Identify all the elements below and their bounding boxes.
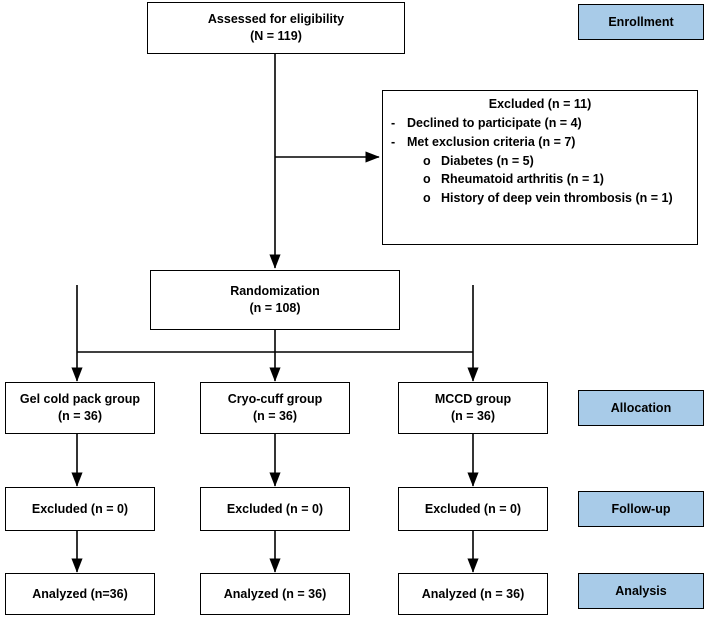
excluded-item-1 bbox=[391, 114, 689, 133]
excluded-panel-title: Excluded (n = 11) bbox=[488, 97, 592, 111]
analyzed1-line1: Analyzed (n=36) bbox=[32, 586, 128, 601]
excluded-item-4-text: Rheumatoid arthritis (n = 1) bbox=[441, 172, 604, 187]
box-analyzed-group2 bbox=[200, 573, 350, 615]
excluded-item-1-text: Declined to participate (n = 4) bbox=[407, 116, 582, 130]
stage-label-enrollment bbox=[578, 4, 704, 40]
stage-enrollment-text: Enrollment bbox=[608, 15, 674, 29]
excluded-item-2 bbox=[391, 133, 689, 152]
randomization-line2: (n = 108) bbox=[249, 301, 301, 315]
excluded3-line1: Excluded (n = 0) bbox=[424, 501, 522, 516]
stage-followup-text: Follow-up bbox=[611, 502, 671, 516]
stage-label-analysis bbox=[578, 573, 704, 609]
box-group-cryo-cuff bbox=[200, 382, 350, 434]
box-analyzed-group1 bbox=[5, 573, 155, 615]
box-analyzed-group3 bbox=[398, 573, 548, 615]
excluded-item-5-bullet: o bbox=[423, 191, 431, 205]
assessed-line2: (N = 119) bbox=[250, 29, 302, 43]
analyzed3-line1: Analyzed (n = 36) bbox=[421, 586, 525, 601]
excluded-item-4-bullet: o bbox=[423, 172, 431, 187]
group2-line2: (n = 36) bbox=[252, 409, 298, 423]
stage-label-followup bbox=[578, 491, 704, 527]
excluded-item-3 bbox=[391, 152, 689, 171]
stage-analysis-text: Analysis bbox=[615, 584, 667, 598]
box-assessed-for-eligibility bbox=[147, 2, 405, 54]
box-followup-excluded-group2 bbox=[200, 487, 350, 531]
group1-line2: (n = 36) bbox=[57, 409, 103, 423]
excluded-item-5 bbox=[391, 189, 689, 208]
group3-line2: (n = 36) bbox=[450, 409, 496, 423]
excluded-item-2-bullet: - bbox=[391, 134, 396, 149]
group1-line1: Gel cold pack group bbox=[19, 392, 141, 407]
randomization-line1: Randomization bbox=[230, 284, 320, 299]
excluded-item-1-bullet: - bbox=[391, 116, 396, 130]
analyzed2-line1: Analyzed (n = 36) bbox=[223, 586, 327, 601]
box-excluded-details bbox=[382, 90, 698, 245]
excluded2-line1: Excluded (n = 0) bbox=[226, 501, 324, 516]
excluded-item-3-bullet: o bbox=[423, 153, 431, 168]
excluded-item-2-text: Met exclusion criteria (n = 7) bbox=[407, 134, 576, 149]
box-randomization bbox=[150, 270, 400, 330]
box-followup-excluded-group3 bbox=[398, 487, 548, 531]
assessed-line1: Assessed for eligibility bbox=[207, 12, 345, 27]
box-group-gel-cold-pack bbox=[5, 382, 155, 434]
stage-label-allocation bbox=[578, 390, 704, 426]
group2-line1: Cryo-cuff group bbox=[227, 392, 323, 407]
box-group-mccd bbox=[398, 382, 548, 434]
stage-allocation-text: Allocation bbox=[610, 401, 672, 415]
box-followup-excluded-group1 bbox=[5, 487, 155, 531]
excluded-item-5-text: History of deep vein thrombosis (n = 1) bbox=[441, 191, 673, 205]
excluded-item-4 bbox=[391, 170, 689, 189]
excluded-item-3-text: Diabetes (n = 5) bbox=[441, 153, 534, 168]
excluded1-line1: Excluded (n = 0) bbox=[31, 501, 129, 516]
group3-line1: MCCD group bbox=[434, 392, 512, 407]
